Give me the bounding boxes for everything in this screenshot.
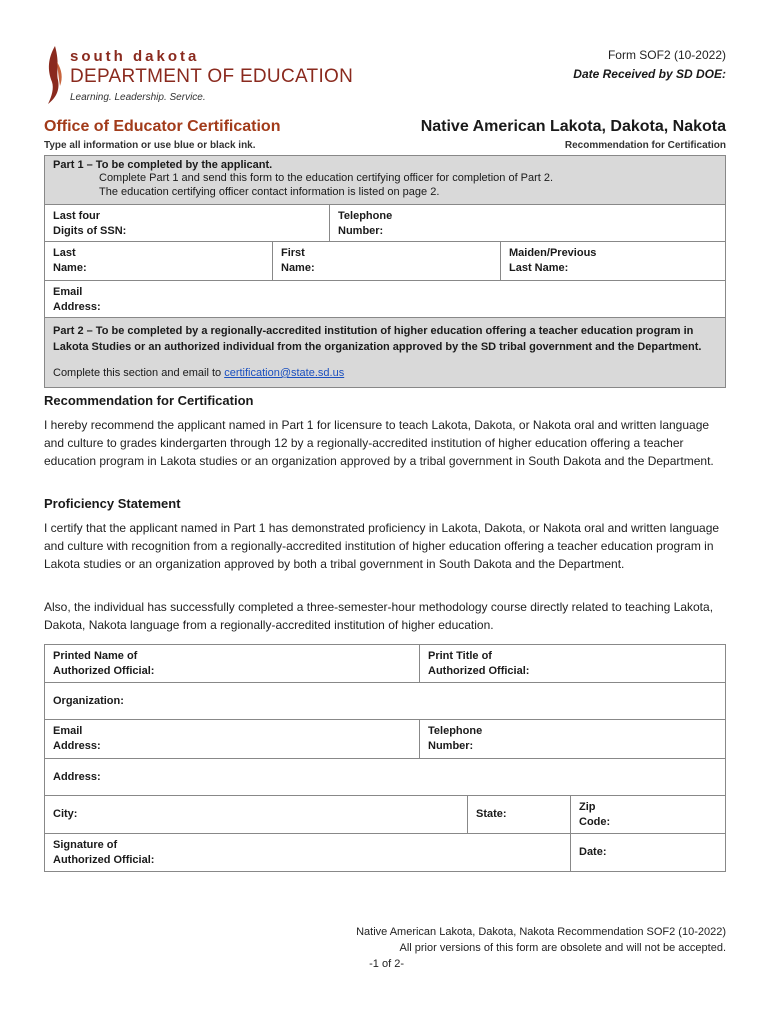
date-received-label: Date Received by SD DOE: (573, 67, 726, 81)
part2-header (45, 318, 725, 387)
official-telephone-label-1: Telephone (428, 725, 483, 737)
applicant-email-field[interactable] (45, 281, 725, 317)
address-row (45, 759, 725, 796)
applicant-section (44, 155, 726, 388)
last-name-field[interactable] (45, 242, 273, 280)
maiden-label-1: Maiden/Previous (509, 247, 597, 259)
flame-feather-icon (44, 44, 66, 106)
city-state-zip-row (45, 796, 725, 834)
applicant-telephone-field[interactable] (330, 205, 725, 241)
email-label-2: Address: (53, 301, 101, 313)
address-field[interactable] (45, 766, 725, 789)
sd-doe-logo (44, 44, 354, 108)
official-telephone-field[interactable] (420, 720, 725, 758)
printed-name-label-1: Printed Name of (53, 650, 138, 662)
part1-heading: Part 1 – To be completed by the applicant. (53, 159, 273, 171)
official-contact-row (45, 720, 725, 759)
zip-label-2: Code: (579, 816, 611, 828)
telephone-label-1: Telephone (338, 210, 393, 222)
last-name-label-2: Name: (53, 262, 87, 274)
telephone-label-2: Number: (338, 225, 384, 237)
last-name-label-1: Last (53, 247, 76, 259)
signature-label-1: Signature of (53, 839, 118, 851)
footer-form-name: Native American Lakota, Dakota, Nakota Recommendation SOF2 (10-2022) (356, 926, 726, 938)
part2-instruction (45, 364, 725, 387)
zip-field[interactable] (571, 796, 725, 833)
organization-row (45, 683, 725, 720)
date-label: Date: (579, 846, 607, 858)
official-telephone-label-2: Number: (428, 740, 474, 752)
state-label: State: (476, 808, 507, 820)
office-title: Office of Educator Certification (44, 118, 281, 135)
printed-name-field[interactable] (45, 645, 420, 682)
signature-label-2: Authorized Official: (53, 854, 155, 866)
zip-label-1: Zip (579, 801, 596, 813)
part1-header (45, 156, 725, 205)
printed-name-label-2: Authorized Official: (53, 665, 155, 677)
organization-label: Organization: (53, 694, 124, 707)
part2-heading (45, 318, 725, 364)
form-title: Native American Lakota, Dakota, Nakota (420, 118, 726, 135)
first-name-field[interactable] (273, 242, 501, 280)
email-row (45, 281, 725, 318)
official-email-label-1: Email (53, 725, 83, 737)
ink-note: Type all information or use blue or black ink. (44, 140, 256, 151)
recommendation-heading: Recommendation for Certification (44, 393, 254, 408)
logo-line1: south dakota (70, 48, 200, 65)
part2-heading-line2: Lakota Studies or an authorized individual from the organization approved by the SD tribal government and the Department. (53, 341, 702, 353)
official-email-field[interactable] (45, 720, 420, 758)
logo-line2: DEPARTMENT OF EDUCATION (70, 66, 354, 87)
part1-instruction-1: Complete Part 1 and send this form to the education certifying officer for completion of Part 2. (99, 172, 554, 184)
state-field[interactable] (468, 796, 571, 833)
ssn-label-2: Digits of SSN: (53, 225, 127, 237)
page-footer (356, 924, 726, 972)
certification-email-link[interactable]: certification@state.sd.us (224, 367, 345, 379)
print-title-label-1: Print Title of (428, 650, 492, 662)
proficiency-heading: Proficiency Statement (44, 496, 181, 511)
print-title-field[interactable] (420, 645, 725, 682)
methodology-text: Also, the individual has successfully completed a three-semester-hour methodology course directly related to teaching Lakota, Dakota, Nakota language from a regionally-accredited institution of higher education. (44, 600, 714, 632)
name-row (45, 242, 725, 281)
ssn-field[interactable] (45, 205, 330, 241)
ssn-label-1: Last four (53, 210, 101, 222)
first-name-label-2: Name: (281, 262, 315, 274)
part2-heading-line1: Part 2 – To be completed by a regionally-accredited institution of higher education offering a teacher education program in (53, 325, 694, 337)
official-email-label-2: Address: (53, 740, 101, 752)
official-section (44, 644, 726, 872)
form-number: Form SOF2 (10-2022) (607, 48, 726, 62)
print-title-label-2: Authorized Official: (428, 665, 530, 677)
maiden-name-field[interactable] (501, 242, 725, 280)
part1-instruction-2: The education certifying officer contact information is listed on page 2. (99, 186, 440, 198)
logo-tagline: Learning. Leadership. Service. (70, 92, 206, 103)
part2-instruction-text: Complete this section and email to (53, 367, 225, 379)
form-subtitle: Recommendation for Certification (564, 140, 726, 151)
address-label: Address: (53, 770, 101, 783)
signature-field[interactable] (45, 834, 571, 871)
maiden-label-2: Last Name: (509, 262, 569, 274)
official-name-row (45, 645, 725, 683)
date-field[interactable] (571, 834, 725, 871)
proficiency-text: I certify that the applicant named in Part 1 has demonstrated proficiency in Lakota, Dakota, or Nakota oral and written language and culture with recognition from a regionally-accredited institution of higher education offering a teacher education program in Lakota studies or an organization approved by both a tribal government in South Dakota and the Department. (44, 521, 720, 571)
page-number: -1 of 2- (369, 958, 404, 970)
city-field[interactable] (45, 796, 468, 833)
footer-obsolete-note: All prior versions of this form are obsolete and will not be accepted. (399, 942, 726, 954)
organization-field[interactable] (45, 690, 725, 713)
ssn-phone-row (45, 205, 725, 242)
city-label: City: (53, 808, 78, 820)
first-name-label-1: First (281, 247, 305, 259)
recommendation-text: I hereby recommend the applicant named in Part 1 for licensure to teach Lakota, Dakota, or Nakota oral and written language and culture to grades kindergarten through 12 by a regionally-accredited institution of higher education offering a teacher education program in Lakota studies or an organization approved by a tribal government in South Dakota and the Department. (44, 418, 714, 468)
email-label-1: Email (53, 286, 83, 298)
signature-row (45, 834, 725, 871)
